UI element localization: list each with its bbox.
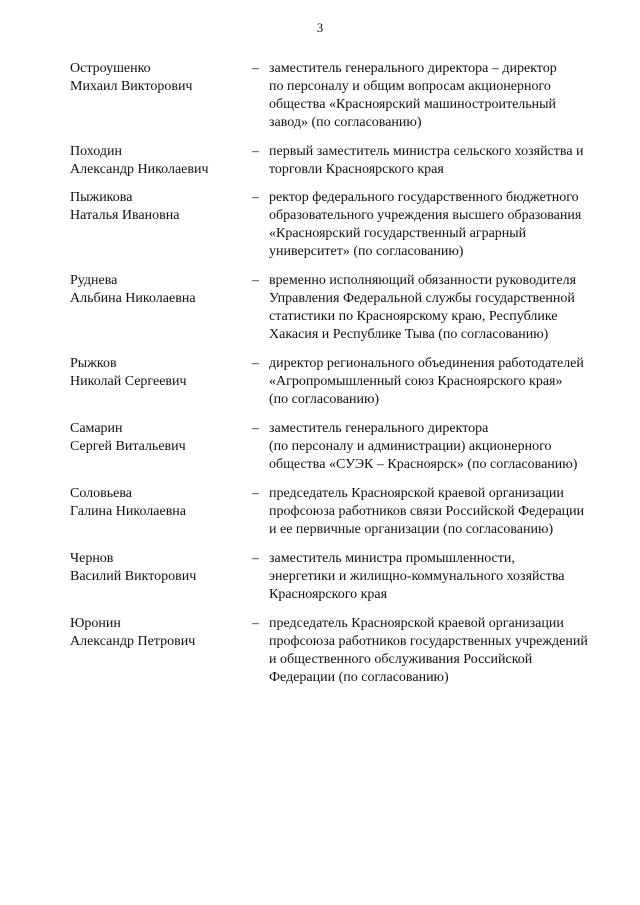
entry-dash: – [252, 421, 259, 436]
position-line: по персоналу и общим вопросам акционерного [269, 79, 551, 94]
position-line: Управления Федеральной службы государственной [269, 291, 575, 306]
position-line: директор регионального объединения работодателей [269, 356, 584, 371]
position-line: председатель Красноярской краевой организации [269, 616, 564, 631]
member-given-name: Наталья Ивановна [70, 208, 180, 223]
member-position [269, 189, 614, 261]
member-name [70, 272, 250, 308]
member-given-name: Александр Петрович [70, 634, 196, 649]
member-name [70, 550, 250, 586]
position-line: профсоюза работников государственных учреждений [269, 634, 588, 649]
member-position [269, 60, 614, 132]
position-line: заместитель министра промышленности, [269, 551, 515, 566]
member-position [269, 485, 614, 539]
entry-dash: – [252, 61, 259, 76]
position-line: председатель Красноярской краевой организации [269, 486, 564, 501]
position-line: заместитель генерального директора [269, 421, 489, 436]
position-line: профсоюза работников связи Российской Федерации [269, 504, 585, 519]
member-position [269, 272, 614, 344]
entry-dash: – [252, 273, 259, 288]
member-surname: Рыжков [70, 356, 117, 371]
position-line: «Агропромышленный союз Красноярского края» [269, 374, 563, 389]
member-name [70, 615, 250, 651]
position-line: Федерации (по согласованию) [269, 670, 449, 685]
member-name [70, 189, 250, 225]
entry-dash: – [252, 616, 259, 631]
member-name [70, 485, 250, 521]
position-line: и общественного обслуживания Российской [269, 652, 533, 667]
member-surname: Руднева [70, 273, 118, 288]
position-line: университет» (по согласованию) [269, 244, 464, 259]
member-position [269, 355, 614, 409]
member-surname: Соловьева [70, 486, 132, 501]
member-given-name: Галина Николаевна [70, 504, 187, 519]
position-line: статистики по Красноярскому краю, Республике [269, 309, 558, 324]
member-position [269, 420, 614, 474]
position-line: общества «Красноярский машиностроительный [269, 97, 557, 112]
position-line: (по персоналу и администрации) акционерного [269, 439, 552, 454]
member-given-name: Михаил Викторович [70, 79, 193, 94]
entry-dash: – [252, 356, 259, 371]
entry-dash: – [252, 190, 259, 205]
position-line: Хакасия и Республике Тыва (по согласованию) [269, 327, 549, 342]
entry-dash: – [252, 486, 259, 501]
member-given-name: Сергей Витальевич [70, 439, 186, 454]
member-position [269, 615, 614, 687]
entry-dash: – [252, 144, 259, 159]
position-line: временно исполняющий обязанности руководителя [269, 273, 577, 288]
position-line: ректор федерального государственного бюджетного [269, 190, 579, 205]
member-given-name: Николай Сергеевич [70, 374, 187, 389]
position-line: энергетики и жилищно-коммунального хозяйства [269, 569, 565, 584]
position-line: «Красноярский государственный аграрный [269, 226, 527, 241]
position-line: первый заместитель министра сельского хозяйства и [269, 144, 584, 159]
member-surname: Походин [70, 144, 122, 159]
member-name [70, 143, 250, 179]
position-line: (по согласованию) [269, 392, 380, 407]
position-line: общества «СУЭК – Красноярск» (по согласованию) [269, 457, 578, 472]
entry-dash: – [252, 551, 259, 566]
position-line: завод» (по согласованию) [269, 115, 422, 130]
member-given-name: Альбина Николаевна [70, 291, 196, 306]
member-surname: Остроушенко [70, 61, 151, 76]
position-line: образовательного учреждения высшего образования [269, 208, 582, 223]
member-given-name: Александр Николаевич [70, 162, 209, 177]
position-line: заместитель генерального директора – директор [269, 61, 557, 76]
member-name [70, 60, 250, 96]
member-position [269, 143, 614, 179]
member-surname: Юронин [70, 616, 121, 631]
position-line: и ее первичные организации (по согласованию) [269, 522, 554, 537]
member-position [269, 550, 614, 604]
member-surname: Самарин [70, 421, 123, 436]
position-line: Красноярского края [269, 587, 388, 602]
member-name [70, 420, 250, 456]
position-line: торговли Красноярского края [269, 162, 444, 177]
member-name [70, 355, 250, 391]
member-given-name: Василий Викторович [70, 569, 197, 584]
page-number: 3 [316, 20, 324, 35]
member-surname: Чернов [70, 551, 114, 566]
member-surname: Пыжикова [70, 190, 133, 205]
